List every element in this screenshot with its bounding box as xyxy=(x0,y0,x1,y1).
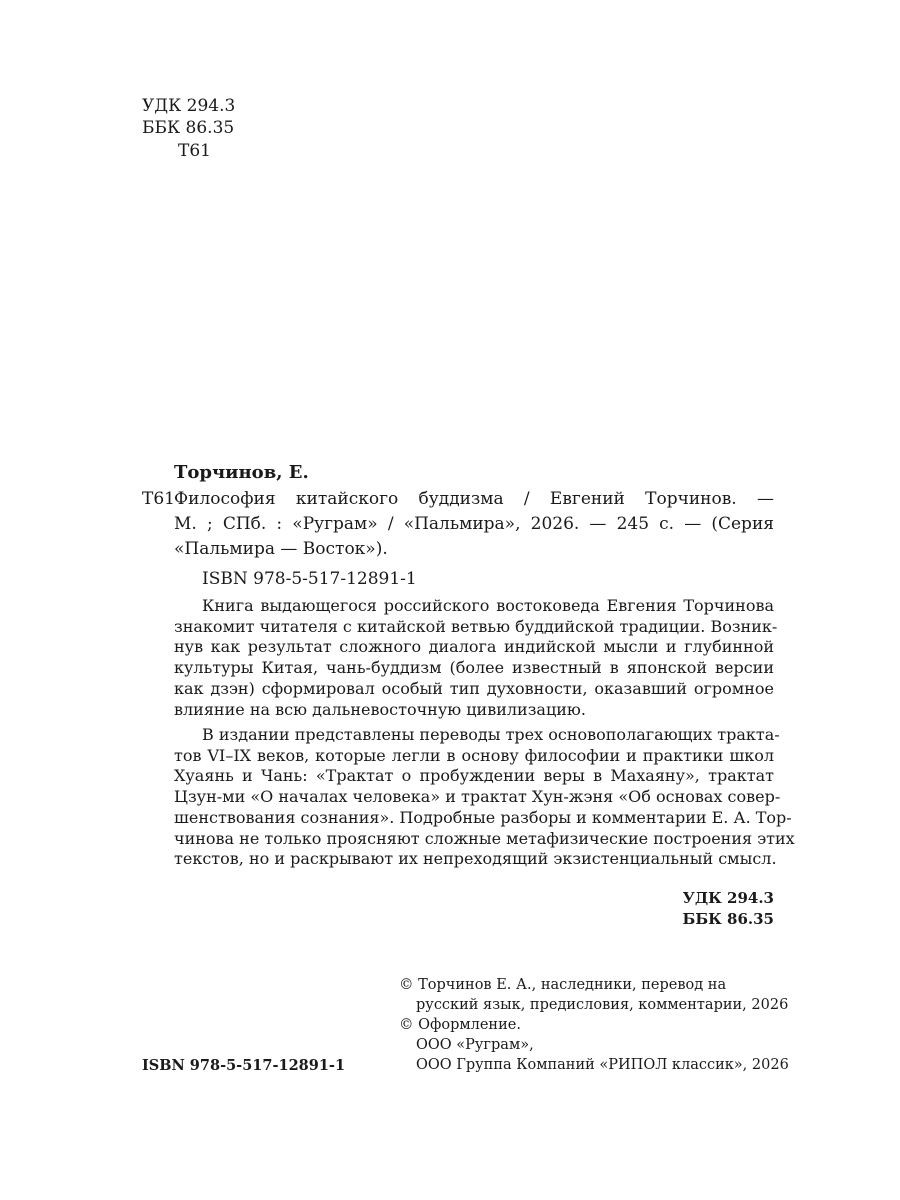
record-author: Торчинов, Е. xyxy=(174,462,309,483)
copyright-line-2: русский язык, предисловия, комментарии, 2026 xyxy=(416,997,789,1013)
annotation-line: знакомит читателя с китайской ветвью буддийской традиции. Возник- xyxy=(174,616,778,636)
annotation-paragraph-2 xyxy=(174,725,795,870)
annotation-line: Хуаянь и Чань: «Трактат о пробуждении веры в Махаяну», трактат xyxy=(174,766,774,786)
author-mark-top: Т61 xyxy=(178,141,211,161)
bbk-code-right: ББК 86.35 xyxy=(682,910,774,928)
annotation-line: нув как результат сложного диалога индийской мысли и глубинной xyxy=(174,637,774,657)
annotation-paragraph-1 xyxy=(174,596,778,720)
record-line-2: М. ; СПб. : «Руграм» / «Пальмира», 2026. — 245 с. — (Серия xyxy=(174,514,774,534)
bbk-code-top: ББК 86.35 xyxy=(142,118,235,138)
annotation-line: текстов, но и раскрывают их непреходящий экзистенциальный смысл. xyxy=(174,849,777,869)
udk-code-right: УДК 294.3 xyxy=(682,889,774,907)
record-line-1: Философия китайского буддизма / Евгений Торчинов. — xyxy=(174,489,774,509)
copyright-line-3: © Оформление. xyxy=(399,1017,521,1033)
annotation-line: Книга выдающегося российского востоковеда Евгения Торчинова xyxy=(202,596,774,615)
annotation-line: влияние на всю дальневосточную цивилизацию. xyxy=(174,699,586,719)
annotation-line: культуры Китая, чань-буддизм (более известный в японской версии xyxy=(174,658,774,678)
isbn-bottom: ISBN 978-5-517-12891-1 xyxy=(142,1057,346,1074)
annotation-line: Цзун-ми «О началах человека» и трактат Хун-жэня «Об основах совер- xyxy=(174,787,781,807)
annotation-line: чинова не только проясняют сложные метафизические построения этих xyxy=(174,828,795,848)
annotation-line: шенствования сознания». Подробные разборы и комментарии Е. А. Тор- xyxy=(174,807,792,827)
record-code: Т61 xyxy=(142,489,175,509)
copyright-line-1: © Торчинов Е. А., наследники, перевод на xyxy=(399,977,727,993)
annotation-line: тов VI–IX веков, которые легли в основу философии и практики школ xyxy=(174,745,774,765)
record-isbn: ISBN 978-5-517-12891-1 xyxy=(202,569,417,589)
copyright-line-4: ООО «Руграм», xyxy=(416,1037,534,1053)
copyright-line-5: ООО Группа Компаний «РИПОЛ классик», 2026 xyxy=(416,1057,789,1073)
udk-code-top: УДК 294.3 xyxy=(142,96,236,116)
annotation-line: как дзэн) сформировал особый тип духовности, оказавший огромное xyxy=(174,678,774,698)
annotation-line: В издании представлены переводы трех основополагающих тракта- xyxy=(202,725,780,744)
record-line-3: «Пальмира — Восток»). xyxy=(174,539,388,559)
